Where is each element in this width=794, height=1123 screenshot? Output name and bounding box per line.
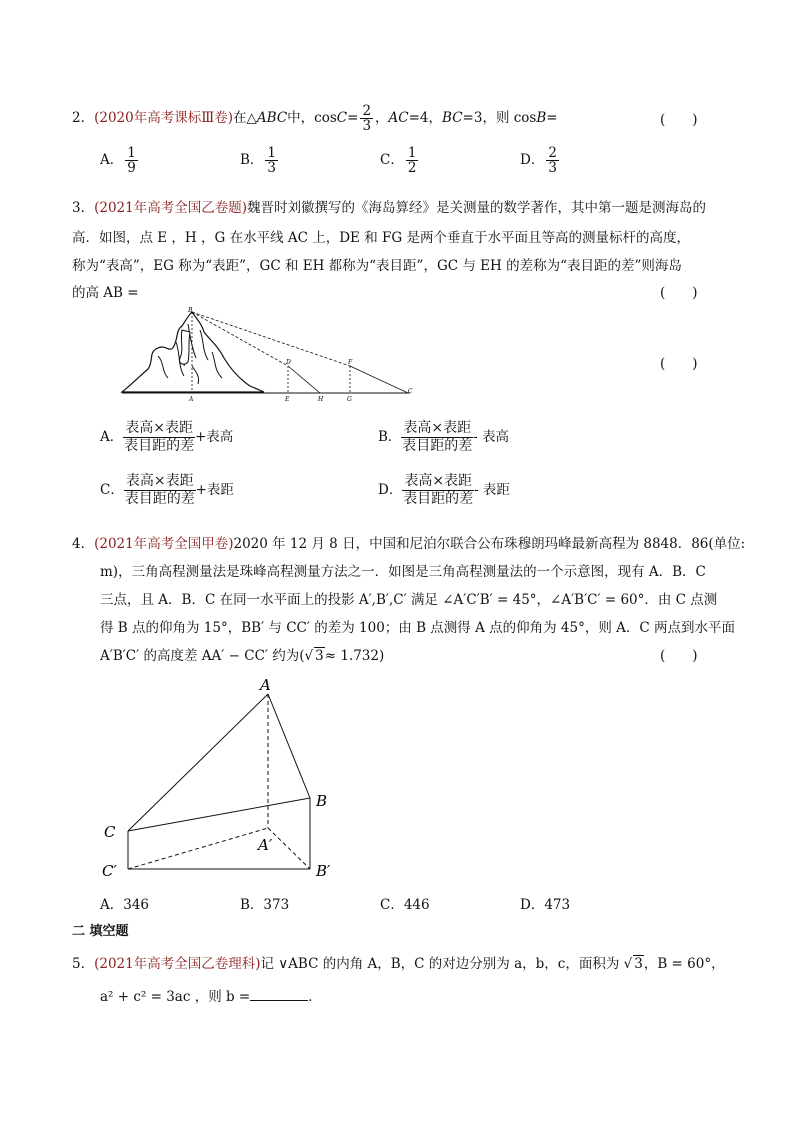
q4-line4: 得 B 点的仰角为 15°，BB′ 与 CC′ 的差为 100；由 B 点测得 A 点的仰角为 45°，则 A．C 两点到水平面	[100, 620, 736, 636]
label-c: C	[104, 823, 116, 841]
sqrt-radicand: 3	[315, 648, 324, 664]
option-letter: C．	[100, 481, 124, 498]
q4-text: ≈ 1.732)	[324, 648, 385, 664]
q2-option-a[interactable]	[100, 146, 140, 175]
q2-frac-num: 2	[362, 103, 372, 119]
q4-option-a[interactable]	[100, 893, 149, 913]
label-c: C	[408, 388, 413, 395]
option-fraction	[546, 146, 559, 175]
option-letter: B．	[378, 428, 402, 445]
frac-num: 表高×表距	[404, 473, 473, 489]
sqrt-sign: √	[623, 956, 633, 972]
label-b-prime: B′	[316, 862, 331, 880]
q2-triangle: ABC	[256, 110, 288, 127]
q4-source: (2021年高考全国甲卷)	[94, 536, 234, 552]
label-a: A	[260, 676, 271, 694]
option-letter: A．	[100, 152, 124, 169]
q5-text: ．	[308, 989, 322, 1005]
frac-num: 表高×表距	[125, 420, 193, 436]
q2-option-c[interactable]	[380, 146, 420, 175]
option-value: 373	[263, 897, 290, 913]
q5-line1	[72, 952, 725, 972]
option-letter: D．	[520, 152, 545, 169]
frac-den: 表目距的差	[402, 437, 473, 454]
option-fraction	[124, 473, 196, 508]
section-heading: 二 填空题	[72, 924, 129, 939]
label-g: G	[347, 396, 352, 403]
q5-line2	[100, 985, 322, 1005]
q5-source: (2021年高考全国乙卷理科)	[94, 956, 261, 972]
option-letter: C．	[380, 152, 404, 169]
frac-den: 表目距的差	[403, 490, 474, 507]
q5-number: 5．	[72, 956, 95, 972]
q3-option-b[interactable]	[378, 420, 509, 455]
label-b: B	[316, 792, 328, 810]
option-tail: - 表高	[473, 428, 510, 445]
frac-den: 3	[548, 160, 557, 177]
q2-text: =3，则 cos	[462, 110, 537, 127]
q4-option-c[interactable]	[380, 893, 430, 913]
option-letter: B．	[240, 152, 264, 169]
q3-line1	[72, 196, 706, 216]
q3-number: 3．	[72, 200, 95, 216]
q3-option-d[interactable]	[378, 473, 510, 508]
q3-option-c[interactable]	[100, 473, 234, 508]
q4-line3: 三点，且 A．B．C 在同一水平面上的投影 A′,B′,C′ 满足 ∠A′C′B′ = 45°，∠A′B′C′ = 60°．由 C 点测	[100, 592, 718, 608]
option-tail: +表距	[195, 481, 234, 498]
q2-option-b[interactable]	[240, 146, 280, 175]
sqrt-radicand: 3	[634, 956, 643, 972]
label-e: E	[285, 396, 290, 403]
q2-option-d[interactable]	[520, 146, 561, 175]
frac-num: 2	[548, 145, 557, 161]
frac-den: 9	[127, 160, 136, 177]
q4-answer-paren: ( )	[660, 648, 698, 664]
frac-den: 表目距的差	[124, 437, 195, 454]
option-letter: B．	[240, 897, 264, 913]
option-fraction	[123, 420, 195, 455]
q2-stem	[72, 104, 558, 133]
prism-figure	[96, 672, 346, 882]
q4-line5	[100, 644, 384, 664]
q3-source: (2021年高考全国乙卷题)	[94, 200, 247, 216]
option-fraction	[265, 146, 278, 175]
label-d: D	[286, 359, 291, 366]
q2-text: 在△	[233, 110, 257, 127]
label-a: A	[189, 396, 194, 403]
q4-option-d[interactable]	[520, 893, 570, 913]
q3-line4: 的高 AB =	[72, 285, 139, 301]
q3-text: 魏晋时刘徽撰写的《海岛算经》是关测量的数学著作，其中第一题是测海岛的	[246, 200, 706, 216]
label-b: B	[188, 307, 193, 314]
frac-num: 1	[267, 145, 277, 161]
option-fraction	[406, 146, 419, 175]
q2-frac-den: 3	[362, 118, 372, 135]
q5-text: a² + c² = 3ac ，则 b =	[100, 989, 251, 1005]
label-f: F	[348, 359, 353, 366]
label-c-prime: C′	[102, 862, 117, 880]
q2-number: 2．	[72, 110, 95, 127]
q3-answer-paren-2: ( )	[660, 356, 698, 372]
option-tail: +表高	[194, 428, 234, 445]
label-h: H	[318, 396, 324, 403]
q4-line2: m)，三角高程测量法是珠峰高程测量方法之一．如图是三角高程测量法的一个示意图，现有 A．B．C	[100, 564, 706, 580]
q5-text: ，B = 60°，	[643, 956, 725, 972]
sqrt-sign: √	[304, 648, 314, 664]
q3-option-a[interactable]	[100, 420, 233, 455]
frac-num: 1	[407, 145, 417, 161]
q2-text: ，	[375, 110, 389, 127]
option-letter: D．	[520, 897, 545, 913]
option-letter: D．	[378, 481, 403, 498]
option-letter: A．	[100, 428, 124, 445]
q4-option-b[interactable]	[240, 893, 289, 913]
q2-text: 中，cos	[287, 110, 337, 127]
q2-ac: AC	[388, 110, 409, 127]
option-letter: A．	[100, 897, 124, 913]
q2-angle: C	[336, 110, 348, 127]
q2-text: =4，	[408, 110, 443, 127]
option-value: 346	[123, 897, 150, 913]
q2-angle-b: B	[536, 110, 547, 127]
q2-answer-paren: ( )	[660, 112, 698, 128]
q2-fraction	[360, 104, 373, 133]
q3-line2: 高．如图，点 E ，H ，G 在水平线 AC 上，DE 和 FG 是两个垂直于水平面且等高的测量标杆的高度，	[72, 230, 690, 246]
q3-line3: 称为“表高”，EG 称为“表距”，GC 和 EH 都称为“表目距”，GC 与 EH 的差称为“表目距的差”则海岛	[72, 258, 682, 274]
q4-text: 2020 年 12 月 8 日，中国和尼泊尔联合公布珠穆朗玛峰最新高程为 8848．86(单位:	[233, 536, 746, 552]
q3-answer-paren: ( )	[660, 285, 698, 301]
q4-line1	[72, 532, 745, 552]
island-figure	[118, 306, 418, 406]
frac-num: 表高×表距	[403, 420, 472, 436]
answer-blank[interactable]	[250, 988, 308, 1001]
option-letter: C．	[380, 897, 404, 913]
q2-text: =	[546, 110, 558, 127]
q2-source: (2020年高考课标Ⅲ卷)	[94, 110, 234, 127]
option-fraction	[402, 473, 474, 508]
label-a-prime: A′	[258, 836, 273, 854]
q2-bc: BC	[442, 110, 463, 127]
q4-number: 4．	[72, 536, 95, 552]
frac-den: 2	[407, 160, 417, 177]
frac-den: 表目距的差	[124, 490, 195, 507]
option-fraction	[125, 146, 138, 175]
q4-text: A′B′C′ 的高度差 AA′ − CC′ 约为(	[100, 648, 305, 664]
option-value: 446	[403, 897, 430, 913]
option-tail: - 表距	[474, 481, 510, 498]
frac-den: 3	[267, 160, 277, 177]
frac-num: 1	[127, 145, 136, 161]
option-value: 473	[544, 897, 571, 913]
q2-eq: =	[347, 110, 359, 127]
option-fraction	[401, 420, 473, 455]
q5-text: 记 ∨ABC 的内角 A，B，C 的对边分别为 a，b，c，面积为	[260, 956, 624, 972]
frac-num: 表高×表距	[125, 473, 194, 489]
